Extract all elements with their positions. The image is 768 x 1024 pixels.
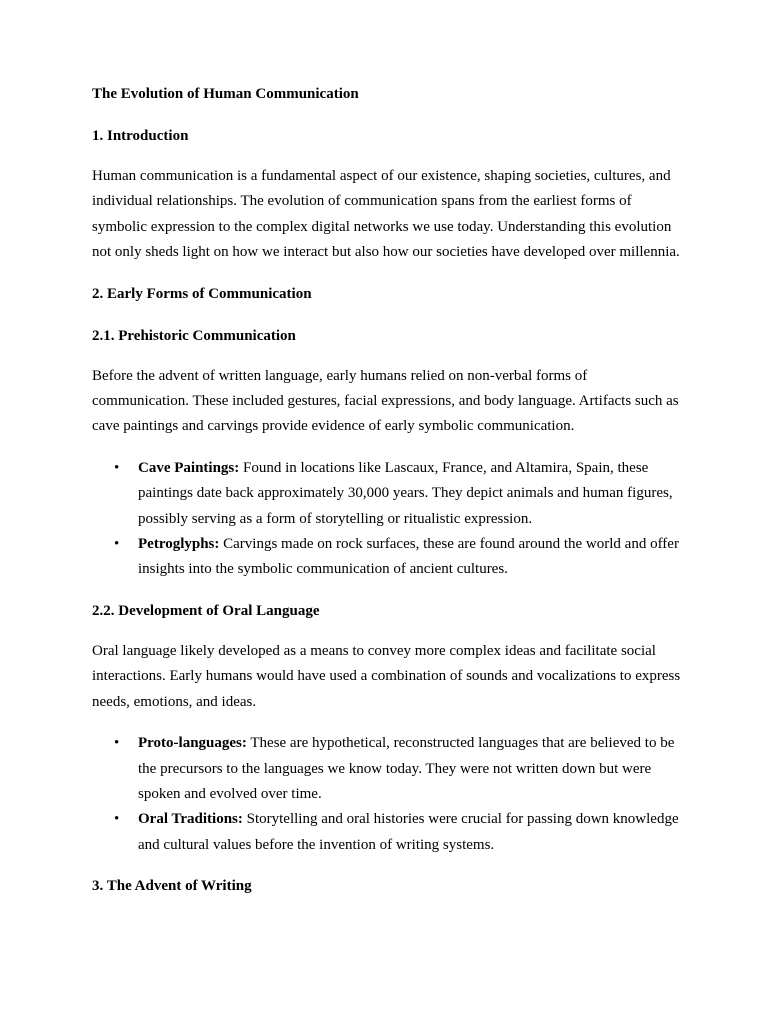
bullet-icon: •	[114, 735, 120, 752]
bullet-icon: •	[114, 536, 120, 553]
list-item	[92, 456, 682, 532]
section-heading-advent-of-writing: 3. The Advent of Writing	[92, 878, 252, 895]
list-item	[92, 807, 682, 858]
bullet-text: These are hypothetical, reconstructed languages that are believed to be the precursors to the languages we know today. They were not written down but were spoken and evolved over time.	[138, 735, 675, 802]
subsection-heading-oral-language: 2.2. Development of Oral Language	[92, 602, 320, 619]
section-heading-early-forms: 2. Early Forms of Communication	[92, 285, 312, 302]
bullet-icon: •	[114, 459, 120, 476]
bullet-term: Cave Paintings:	[138, 459, 240, 476]
oral-language-bullet-list	[92, 731, 682, 858]
prehistoric-paragraph: Before the advent of written language, early humans relied on non-verbal forms of communication. These included gestures, facial expressions, and body language. Artifacts such as cave paintings and carvings provide evidence of early symbolic communication.	[92, 367, 679, 435]
bullet-text: Found in locations like Lascaux, France, and Altamira, Spain, these paintings date back approximately 30,000 years. They depict animals and human figures, possibly serving as a form of storytelling or ritualistic expression.	[138, 459, 673, 527]
section-heading-introduction: 1. Introduction	[92, 128, 189, 144]
bullet-text: Storytelling and oral histories were crucial for passing down knowledge and cultural values before the invention of writing systems.	[138, 811, 679, 853]
bullet-icon: •	[114, 811, 120, 828]
bullet-term: Proto-languages:	[138, 735, 247, 752]
bullet-text: Carvings made on rock surfaces, these are found around the world and offer insights into the symbolic communication of ancient cultures.	[138, 536, 679, 578]
list-item	[92, 532, 682, 583]
document-title: The Evolution of Human Communication	[92, 86, 359, 102]
list-item	[92, 731, 682, 807]
bullet-term: Petroglyphs:	[138, 536, 220, 553]
subsection-heading-prehistoric: 2.1. Prehistoric Communication	[92, 327, 296, 344]
prehistoric-bullet-list	[92, 456, 682, 583]
document-page	[92, 80, 682, 900]
introduction-paragraph: Human communication is a fundamental aspect of our existence, shaping societies, cultures, and individual relationships. The evolution of communication spans from the earliest forms of symbolic expression to the complex digital networks we use today. Understanding this evolution not only sheds light on how we interact but also how our societies have developed over millennia.	[92, 168, 680, 261]
bullet-term: Oral Traditions:	[138, 811, 243, 828]
oral-language-paragraph: Oral language likely developed as a means to convey more complex ideas and facilitate social interactions. Early humans would have used a combination of sounds and vocalizations to express needs, emotions, and ideas.	[92, 642, 681, 710]
